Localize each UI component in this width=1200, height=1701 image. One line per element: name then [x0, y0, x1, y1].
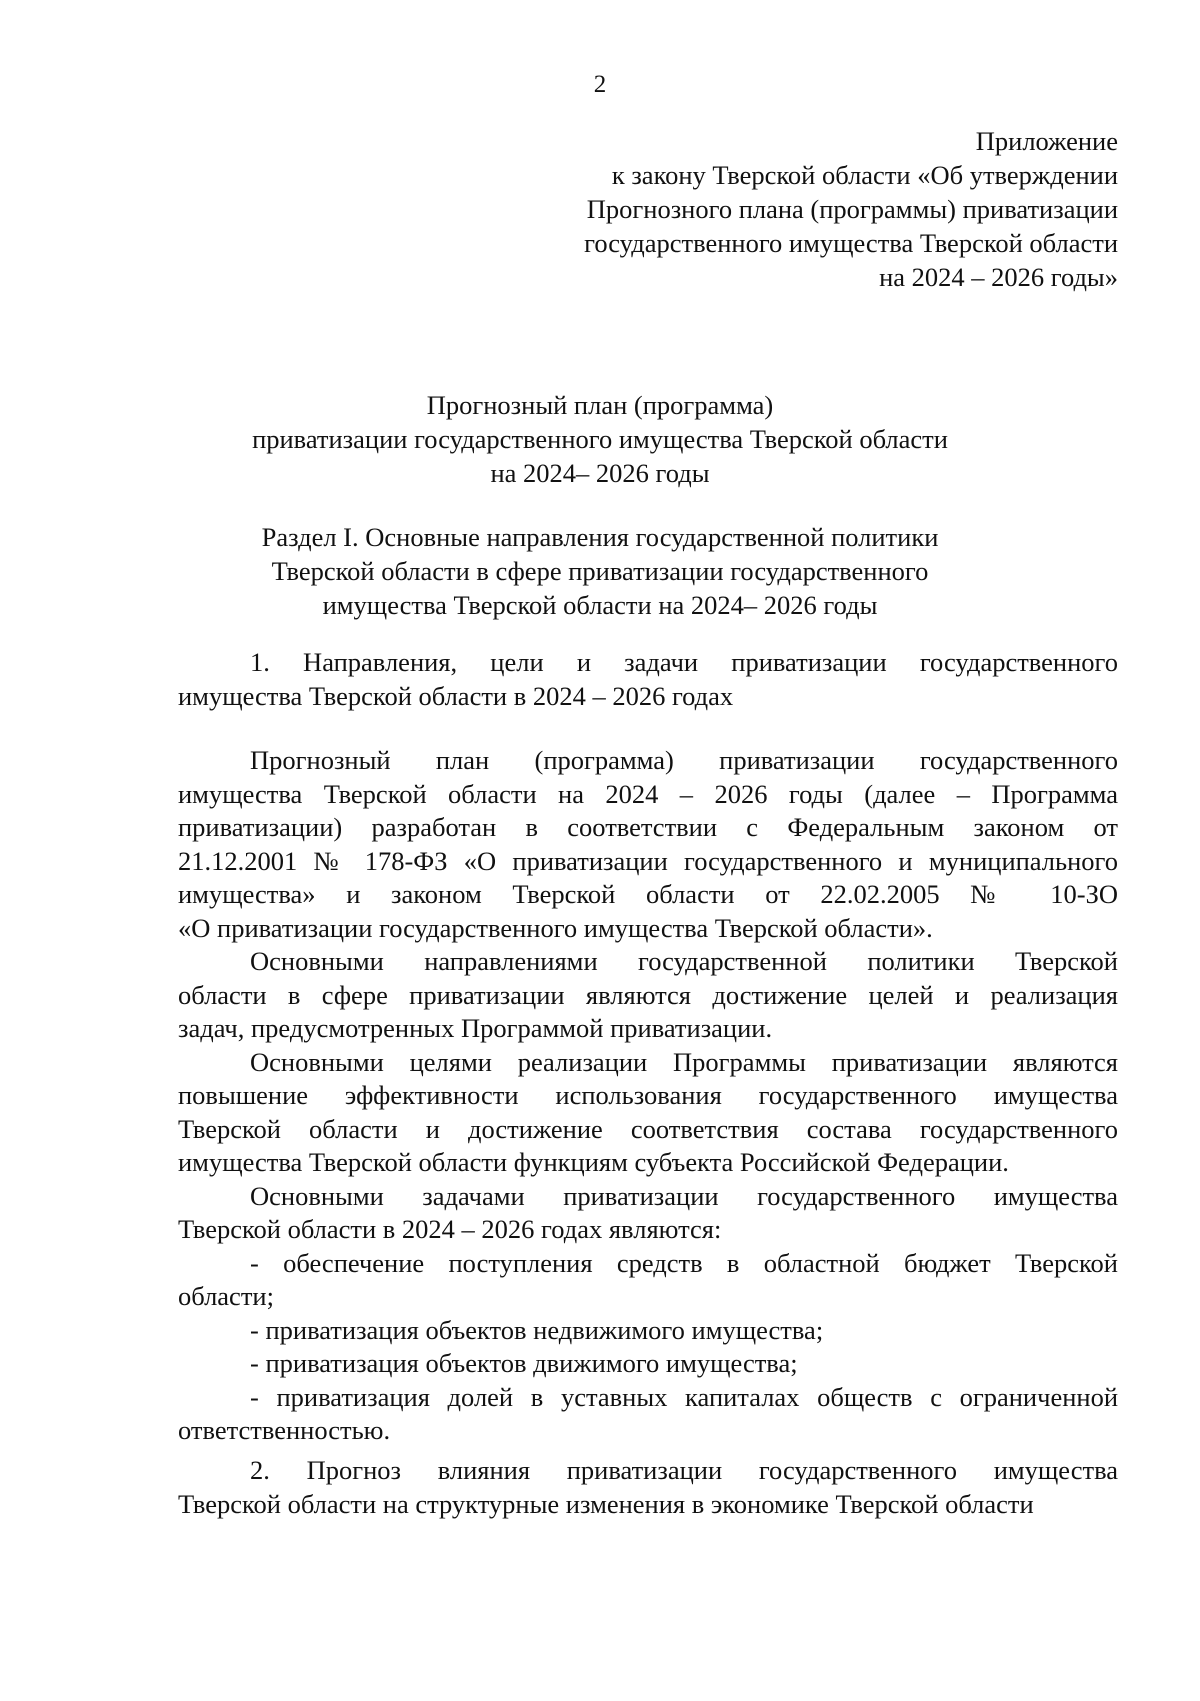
- section-line: Раздел I. Основные направления государственной политики: [261, 522, 939, 552]
- title-line: на 2024– 2026 годы: [490, 458, 710, 488]
- text-line: имущества Тверской области функциям субъекта Российской Федерации.: [178, 1147, 1009, 1177]
- text-line: - приватизация объектов движимого имущества;: [250, 1348, 798, 1378]
- text-line: приватизации) разработан в соответствии с Федеральным законом от: [178, 812, 1118, 842]
- appendix-line: государственного имущества Тверской области: [584, 228, 1118, 258]
- heading-directions-goals-tasks: [178, 646, 1118, 713]
- text-line: Тверской области и достижение соответствия состава государственного: [178, 1113, 1118, 1144]
- heading-privatization-impact-forecast: [178, 1454, 1118, 1521]
- paragraph-policy-directions: [178, 945, 1118, 1046]
- text-line: имущества» и законом Тверской области от 22.02.2005 № 10-ЗО: [178, 879, 1118, 909]
- text-line: области в сфере приватизации являются достижение целей и реализация: [178, 979, 1118, 1010]
- text-line: повышение эффективности использования государственного имущества: [178, 1080, 1118, 1110]
- page-number: 2: [593, 71, 607, 98]
- text-line: 21.12.2001 № 178-ФЗ «О приватизации государственного и муниципального: [178, 845, 1118, 876]
- appendix-line: на 2024 – 2026 годы»: [879, 262, 1118, 292]
- title-line: приватизации государственного имущества Тверской области: [252, 424, 948, 454]
- title-line: Прогнозный план (программа): [426, 390, 774, 420]
- text-line: Основными целями реализации Программы приватизации являются: [250, 1046, 1118, 1077]
- text-line: Основными направлениями государственной политики Тверской: [250, 946, 1118, 976]
- section-title: [0, 520, 1200, 622]
- text-line: - приватизация объектов недвижимого имущества;: [250, 1314, 824, 1345]
- task-list: [178, 1247, 1118, 1448]
- body-text: [178, 744, 1118, 1448]
- text-line: - приватизация долей в уставных капиталах обществ с ограниченной: [250, 1381, 1118, 1412]
- text-line: - обеспечение поступления средств в областной бюджет Тверской: [250, 1247, 1118, 1278]
- text-line: «О приватизации государственного имущества Тверской области».: [178, 912, 933, 943]
- list-item: [178, 1381, 1118, 1448]
- paragraph-tasks-intro: [178, 1180, 1118, 1247]
- appendix-line: Прогнозного плана (программы) приватизации: [586, 194, 1118, 224]
- section-line: имущества Тверской области на 2024– 2026 годы: [322, 590, 878, 620]
- heading-line: Тверской области на структурные изменения в экономике Тверской области: [178, 1488, 1034, 1519]
- document-title: [0, 388, 1200, 490]
- heading-line: 2. Прогноз влияния приватизации государственного имущества: [250, 1455, 1118, 1485]
- appendix-note: [584, 124, 1118, 294]
- paragraph-legal-basis: [178, 744, 1118, 945]
- text-line: Тверской области в 2024 – 2026 годах являются:: [178, 1214, 722, 1244]
- appendix-line: к закону Тверской области «Об утверждении: [611, 160, 1118, 190]
- list-item: [178, 1247, 1118, 1314]
- list-item: [178, 1347, 1118, 1381]
- text-line: области;: [178, 1281, 274, 1311]
- section-line: Тверской области в сфере приватизации государственного: [271, 556, 929, 586]
- text-line: Основными задачами приватизации государственного имущества: [250, 1180, 1118, 1211]
- text-line: имущества Тверской области на 2024 – 2026 годы (далее – Программа: [178, 778, 1118, 809]
- text-line: ответственностью.: [178, 1415, 391, 1445]
- paragraph-goals: [178, 1046, 1118, 1180]
- list-item: [178, 1314, 1118, 1348]
- heading-line: 1. Направления, цели и задачи приватизации государственного: [250, 647, 1118, 677]
- text-line: задач, предусмотренных Программой приватизации.: [178, 1013, 773, 1043]
- appendix-line: Приложение: [975, 126, 1118, 156]
- heading-line: имущества Тверской области в 2024 – 2026 годах: [178, 680, 734, 711]
- text-line: Прогнозный план (программа) приватизации государственного: [250, 745, 1118, 775]
